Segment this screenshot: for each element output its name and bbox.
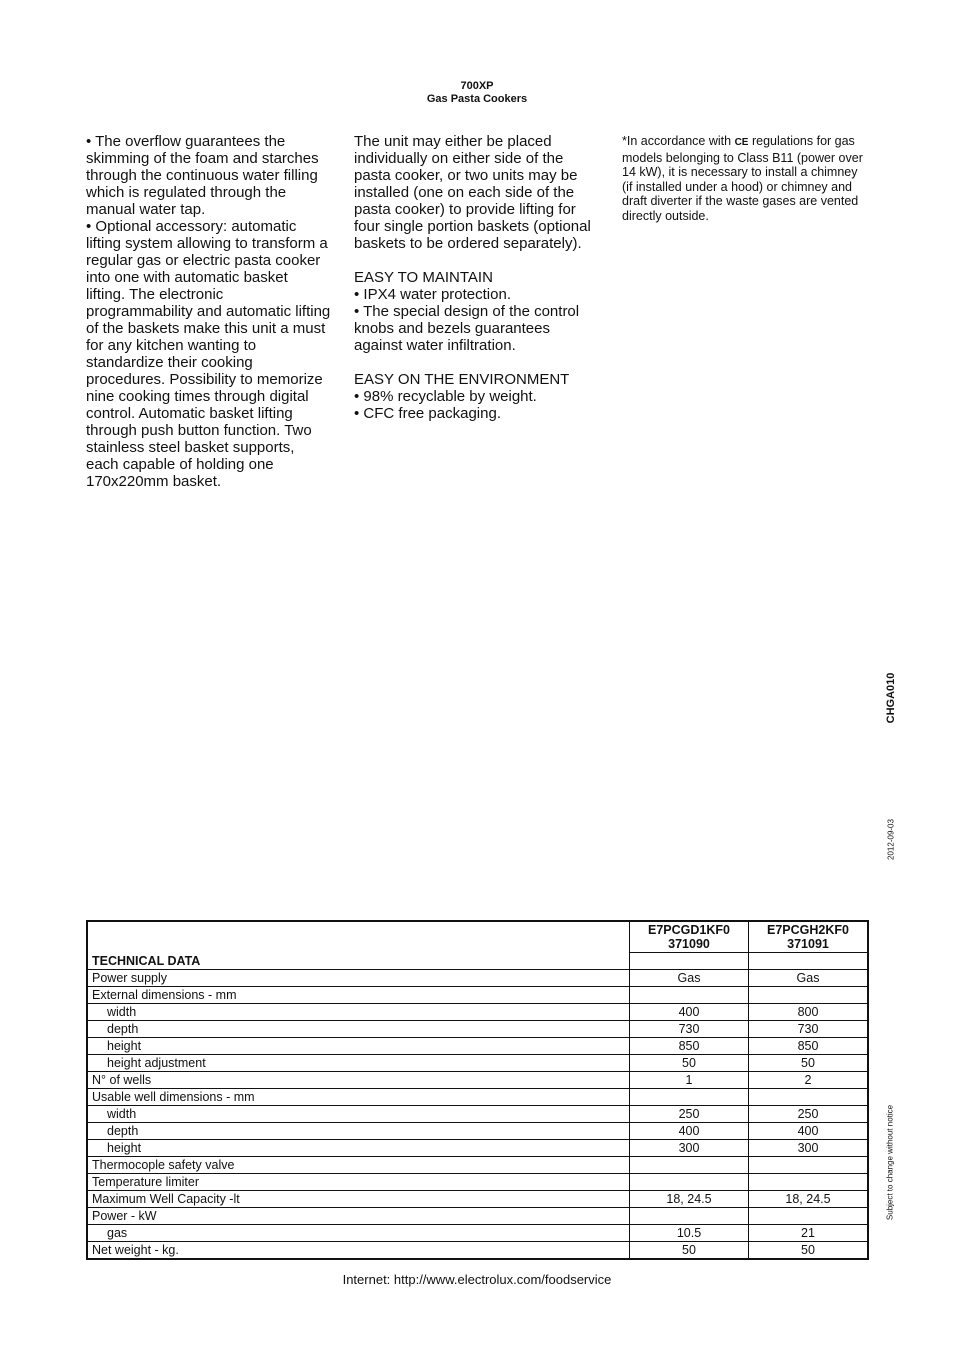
row-value-model-1: 400 <box>630 1123 749 1140</box>
table-row <box>87 970 868 987</box>
table-row <box>87 1242 868 1260</box>
row-value-model-1: 10.5 <box>630 1225 749 1242</box>
row-label: Thermocople safety valve <box>87 1157 630 1174</box>
footer-website: Internet: http://www.electrolux.com/foodservice <box>342 1272 612 1287</box>
table-header-row <box>87 921 868 953</box>
row-value-model-2: 730 <box>749 1021 869 1038</box>
row-value-model-2: 50 <box>749 1055 869 1072</box>
description-column-1 <box>86 133 331 490</box>
row-label: External dimensions - mm <box>87 987 630 1004</box>
row-label: Net weight - kg. <box>87 1242 630 1260</box>
row-label: height <box>87 1140 630 1157</box>
table-row <box>87 1140 868 1157</box>
description-column-2 <box>354 133 599 422</box>
row-value-model-1: Gas <box>630 970 749 987</box>
table-row <box>87 1004 868 1021</box>
row-label: Usable well dimensions - mm <box>87 1089 630 1106</box>
document-date: 2012-09-03 <box>886 819 896 860</box>
row-value-model-2 <box>749 987 869 1004</box>
row-label: Power - kW <box>87 1208 630 1225</box>
row-value-model-2: 18, 24.5 <box>749 1191 869 1208</box>
row-label: depth <box>87 1123 630 1140</box>
model-1-header <box>630 921 749 953</box>
row-label: width <box>87 1004 630 1021</box>
row-label: height adjustment <box>87 1055 630 1072</box>
row-label: N° of wells <box>87 1072 630 1089</box>
row-label: height <box>87 1038 630 1055</box>
product-category: Gas Pasta Cookers <box>426 93 528 105</box>
note-prefix: *In accordance with <box>622 134 732 148</box>
row-value-model-1: 18, 24.5 <box>630 1191 749 1208</box>
model-2-number: 371091 <box>787 937 829 951</box>
table-row <box>87 1106 868 1123</box>
environment-heading: EASY ON THE ENVIRONMENT <box>354 371 570 388</box>
maintain-heading: EASY TO MAINTAIN <box>354 269 493 286</box>
table-row <box>87 1191 868 1208</box>
table-row <box>87 1225 868 1242</box>
row-value-model-2: 250 <box>749 1106 869 1123</box>
note-suffix: regulations for gas models belonging to Class B11 (power over 14 kW), it is necessary to install a chimney (if installed under a hood) or chimney and draft diverter if the waste gases are vented directly outside. <box>622 134 863 223</box>
table-row <box>87 1055 868 1072</box>
gas-regulation-note <box>622 134 870 223</box>
maintain-item-2: • The special design of the control knobs and bezels guarantees against water infiltration. <box>354 303 580 354</box>
table-row <box>87 1072 868 1089</box>
technical-data-table <box>86 920 869 1260</box>
table-row <box>87 1089 868 1106</box>
optional-accessory-paragraph: • Optional accessory: automatic lifting system allowing to transform a regular gas or electric pasta cooker into one with automatic basket lifting. The electronic programmability and automatic lifting of the baskets make this unit a must for any kitchen wanting to standardize their cooking procedures. Possibility to memorize nine cooking times through digital control. Automatic basket lifting through push button function. Two stainless steel basket supports, each capable of holding one 170x220mm basket. <box>86 218 331 490</box>
table-row <box>87 1174 868 1191</box>
row-label: width <box>87 1106 630 1123</box>
document-code: CHGA010 <box>885 672 897 724</box>
row-label: Temperature limiter <box>87 1174 630 1191</box>
row-label: depth <box>87 1021 630 1038</box>
row-value-model-1: 250 <box>630 1106 749 1123</box>
page-header <box>0 80 954 106</box>
row-label: gas <box>87 1225 630 1242</box>
product-line: 700XP <box>460 80 494 92</box>
table-row <box>87 1208 868 1225</box>
row-value-model-1 <box>630 1089 749 1106</box>
row-value-model-2: Gas <box>749 970 869 987</box>
table-row <box>87 1021 868 1038</box>
row-value-model-1 <box>630 1174 749 1191</box>
table-row <box>87 1038 868 1055</box>
placement-paragraph: The unit may either be placed individually on either side of the pasta cooker, or two units may be installed (one on each side of the pasta cooker) to provide lifting for four single portion baskets (optional baskets to be ordered separately). <box>354 133 591 252</box>
table-row <box>87 1123 868 1140</box>
row-value-model-2 <box>749 1089 869 1106</box>
model-2-header <box>749 921 869 953</box>
model-2-code: E7PCGH2KF0 <box>767 923 849 937</box>
row-value-model-2: 400 <box>749 1123 869 1140</box>
environment-item-1: • 98% recyclable by weight. <box>354 388 537 405</box>
technical-data-title: TECHNICAL DATA <box>87 921 630 970</box>
model-1-number: 371090 <box>668 937 710 951</box>
row-label: Power supply <box>87 970 630 987</box>
row-value-model-1: 300 <box>630 1140 749 1157</box>
row-value-model-1: 730 <box>630 1021 749 1038</box>
row-value-model-1: 400 <box>630 1004 749 1021</box>
maintain-item-1: • IPX4 water protection. <box>354 286 511 303</box>
table-row <box>87 987 868 1004</box>
row-value-model-2: 50 <box>749 1242 869 1260</box>
row-value-model-2 <box>749 1157 869 1174</box>
row-value-model-1: 50 <box>630 1055 749 1072</box>
model-1-code: E7PCGD1KF0 <box>648 923 730 937</box>
row-value-model-1: 1 <box>630 1072 749 1089</box>
row-label: Maximum Well Capacity -lt <box>87 1191 630 1208</box>
row-value-model-1 <box>630 1208 749 1225</box>
row-value-model-1: 50 <box>630 1242 749 1260</box>
table-row <box>87 1157 868 1174</box>
row-value-model-2 <box>749 1208 869 1225</box>
row-value-model-2: 800 <box>749 1004 869 1021</box>
row-value-model-1 <box>630 1157 749 1174</box>
environment-item-2: • CFC free packaging. <box>354 405 501 422</box>
row-value-model-2 <box>749 1174 869 1191</box>
ce-mark-icon: CE <box>734 137 749 148</box>
overflow-paragraph: • The overflow guarantees the skimming of the foam and starches through the continuous water filling which is regulated through the manual water tap. <box>86 133 319 218</box>
change-notice: Subject to change without notice <box>885 1104 895 1221</box>
row-value-model-1 <box>630 987 749 1004</box>
row-value-model-2: 300 <box>749 1140 869 1157</box>
row-value-model-2: 850 <box>749 1038 869 1055</box>
row-value-model-2: 2 <box>749 1072 869 1089</box>
row-value-model-1: 850 <box>630 1038 749 1055</box>
row-value-model-2: 21 <box>749 1225 869 1242</box>
